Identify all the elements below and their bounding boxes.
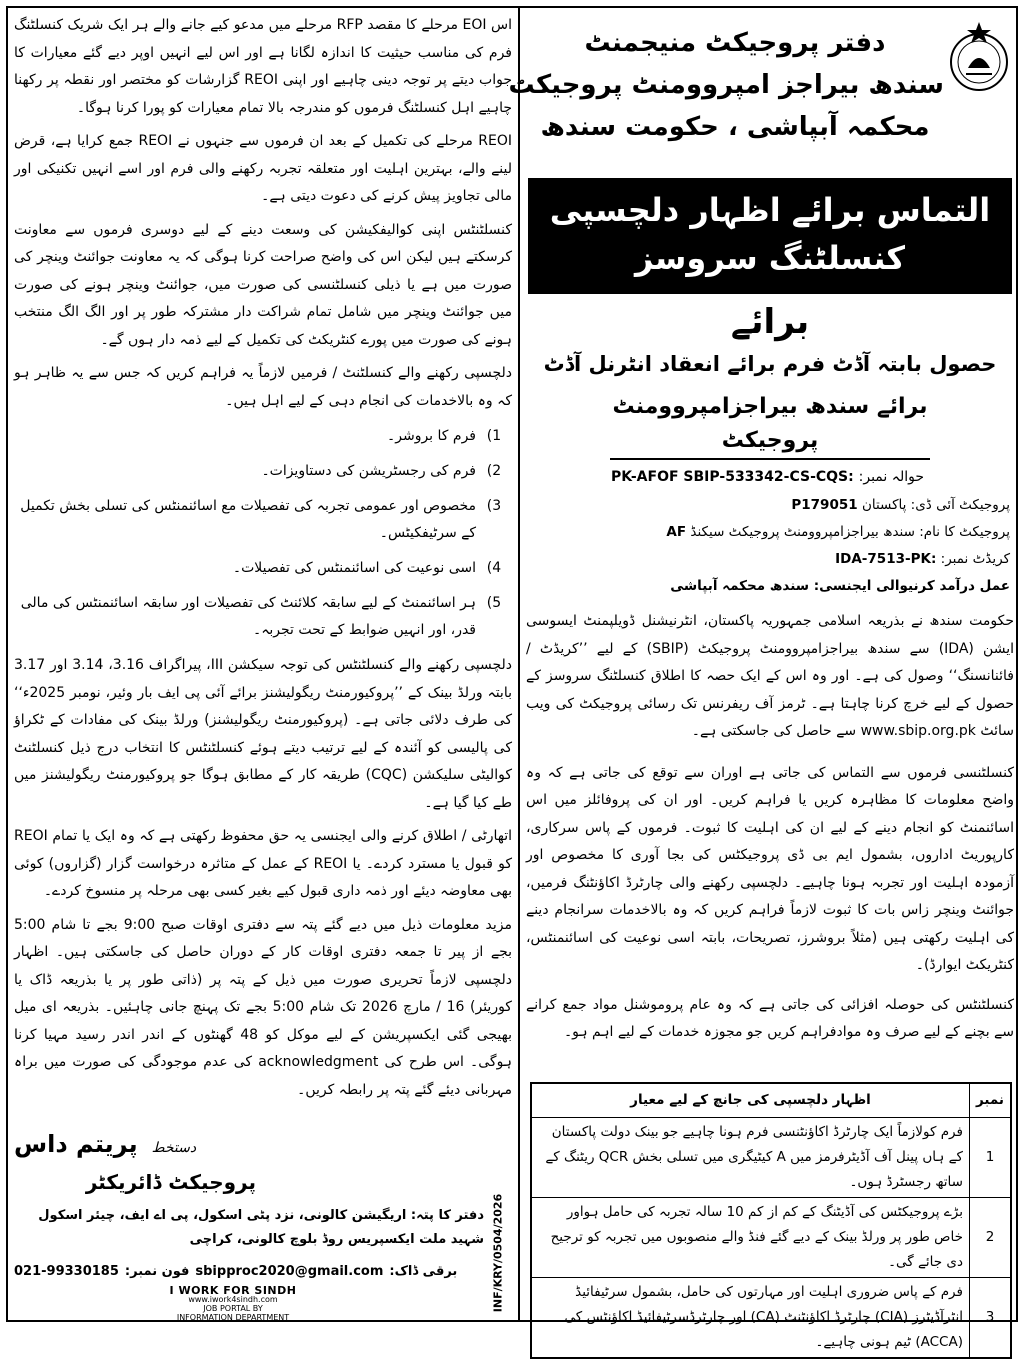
left-column (14, 12, 512, 1318)
promotional-material-paragraph: کنسلٹنٹس کی حوصلہ افزائی کی جاتی ہے کہ وہ عام پروموشنل مواد جمع کرانے سے بچنے کے لیے صرف وہ موادفراہم کریں جو مجوزہ خدمات کے لیے اہم ہو۔ (526, 996, 1014, 1040)
reference-number: حوالہ نمبر: PK-AFOF SBIP-533342-CS-CQS: (610, 469, 924, 485)
table-row: 2 بڑے پروجیکٹس کی آڈیٹنگ کے کم از کم 10 سالہ تجربہ کی حامل ہواور خاص طور پر ورلڈ بینک کے دیے گئے فنڈ والے منصوبوں میں تجربہ کو ترجیح دی جائے گی۔ (532, 1198, 1011, 1278)
criteria-column-header: اظہار دلچسپی کی جانچ کے لیے معیار (532, 1084, 970, 1118)
column-divider (518, 8, 520, 1320)
phone-number: 021-99330185 (14, 1264, 119, 1279)
requirements-paragraph: کنسلٹنسی فرموں سے التماس کی جاتی ہے اوران سے توقع کی جاتی ہے کہ وہ واضح معلومات کا مظاہرہ کریں یا فراہم کریں۔ اور ان کی پروفائلز میں اس اسائنمنٹ کو انجام دینے کے لیے ان کی اہلیت کا ثبوت۔ فرموں کے پاس سرکاری، کارپوریٹ اداروں، بشمول ایم بی ڈی پروجیکٹس کی بجا آوری کا مخصوص اور آزمودہ اہلیت اور تجربہ ہونا چاہیے۔ دلچسپی رکھنے والی چارٹرڈ اکاؤنٹنگ فرمیں، جوائنٹ وینچر زاس بات کا ثبوت لازماً فراہم کریں کہ وہ بالاخدمات سرانجام دینے کی اہلیت رکھتی ہیں (مثلاً بروشرز، تصریحات، بابتہ اسی نوعیت کی اسائنمنٹس، کنٹریکٹ ایوارڈ)۔ (526, 764, 1014, 973)
project-id-row: پروجیکٹ آئی ڈی: پاکستان P179051 (791, 497, 1010, 513)
documents-list (14, 423, 512, 644)
list-item: 5) ہر اسائنمنٹ کے لیے سابقہ کلائنٹ کی تفصیلات اور سابقہ اسائنمنٹس کی مالی قدر، اور انہیں ضوابط کے تحت تجربہ۔ (20, 595, 502, 638)
project-title: سندھ بیراجز امپروومنٹ پروجیکٹ (508, 70, 944, 100)
signatory-name: پریتم داس (14, 1130, 138, 1158)
table-row: 3 فرم کے پاس ضروری اہلیت اور مہارتوں کی حامل، بشمول سرٹیفائیڈ انٹرآڈیٹرز (CIA) چارٹرڈ اکاؤنٹنٹ (CA) اور چارٹرڈسرٹیفائیڈ اکاؤنٹس کی (ACCA) ٹیم ہونی چاہیے۔ (532, 1278, 1011, 1358)
department-title: محکمہ آبپاشی ، حکومت سندھ (540, 112, 930, 142)
publication-code: INF/KRY/0504/2026 (491, 1193, 505, 1313)
purpose-heading: حصول بابتہ آڈٹ فرم برائے انعقاد انٹرنل آڈٹ (543, 352, 997, 376)
rights-reserved-paragraph: اتھارٹی / اطلاق کرنے والی ایجنسی یہ حق محفوظ رکھتی ہے کہ وہ ایک یا تمام REOI کو قبول یا مسترد کردے۔ یا REOI کے عمل کے متاثرہ درخواست گزار (گزاروں) کوئی بھی معاوضہ دیئے اور ذمہ داری قبول کیے بغیر کسی بھی مرحلہ پر منسوخ کردے۔ (14, 828, 512, 899)
footer-portal-line1: JOB PORTAL BY (203, 1304, 263, 1313)
advertisement-page (6, 6, 1018, 1350)
iwork4sindh-logo (158, 1286, 308, 1320)
implementing-agency-row: عمل درآمد کرنیوالی ایجنسی: سندھ محکمہ آبپاشی (670, 578, 1010, 594)
email-address[interactable]: sbipproc2020@gmail.com (195, 1264, 384, 1279)
title-banner (528, 178, 1012, 294)
eligibility-paragraph: دلچسپی رکھنے والے کنسلٹنٹ / فرمیں لازماً یہ فراہم کریں کہ جس سے یہ ظاہر ہو کہ وہ بالاخدمات کی انجام دہی کے لیے اہل ہیں۔ (14, 365, 512, 409)
procurement-regulations-paragraph: دلچسپی رکھنے والے کنسلٹنٹس کی توجہ سیکشن III، پیراگراف 3.16، 3.14 اور 3.17 بابتہ ورلڈ بینک کے ’’پروکیورمنٹ ریگولیشنز برائے آئی پی ایف بار وئیر، نومبر 2025ء‘‘ کی طرف دلائی جاتی ہے۔ (پروکیورمنٹ ریگولیشنز) ورلڈ بینک کی مفادات کے ٹکراؤ کی پالیسی کو آئندہ کے لیے ترتیب دیتے ہوئے کنسلٹنٹس کا انتخاب درج ذیل کنسلٹنٹ کوالیٹی سلیکشن (CQC) طریقہ کار کے مطابق ہوگا جو پروکیورمنٹ ریگولیشنز میں طے کیا گیا ہے۔ (14, 657, 513, 811)
signature-block (14, 1130, 484, 1279)
for-heading: برائے (730, 302, 810, 342)
list-item: 2) فرم کی رجسٹریشن کی دستاویزات۔ (261, 463, 502, 479)
phone-label: فون نمبر: (124, 1264, 190, 1279)
criteria-table (530, 1082, 1012, 1359)
list-item: 1) فرم کا بروشر۔ (387, 428, 502, 444)
joint-venture-paragraph: کنسلٹنٹس اپنی کوالیفکیشن کی وسعت دینے کے لیے دوسری فرموں سے معاونت کرسکتے ہیں لیکن اس کی واضح صراحت کرنا ہوگی کہ یہ معاونت جوائنٹ وینچر کی صورت میں ہے یا ذیلی کنسلٹنسی کی صورت میں، جوائنٹ وینچر ہونے کی صورت میں جوائنٹ وینچر میں شامل تمام شراکت دار مشترکہ طور پر اور الگ الگ منتخب ہونے کی صورت میں پورے کنٹریکٹ کی تکمیل کے لیے ذمہ دار ہوں گے۔ (14, 221, 512, 348)
right-column (508, 12, 1014, 1350)
criteria-header-row (532, 1084, 1011, 1118)
reoi-completion-paragraph: REOI مرحلے کی تکمیل کے بعد ان فرموں سے جنہوں نے REOI جمع کرایا ہے، قرض لینے والے، بہترین اہلیت اور متعلقہ تجربہ رکھنے والی فرم اور اسے انہیں تکنیکی اور مالی تجاویز پیش کرنے کی دعوت دیتی ہے۔ (14, 133, 512, 204)
contact-line (14, 1264, 484, 1279)
footer-site: www.iwork4sindh.com (188, 1295, 278, 1304)
office-title: دفتر پروجیکٹ منیجمنٹ (584, 28, 886, 58)
office-address: دفتر کا پتہ: اریگیشن کالونی، نزد پٹی اسکول، پی اے ایف، چیئر اسکول شہید ملت ایکسپریس روڈ بلوچ کالونی، کراچی (38, 1208, 484, 1247)
banner-title: التماس برائے اظہار دلچسپی (549, 191, 991, 229)
header (508, 12, 1014, 172)
number-column-header: نمبر (969, 1084, 1010, 1118)
signed-label: دستخط (151, 1140, 197, 1156)
sindh-government-logo-icon (946, 18, 1012, 100)
project-heading: برائے سندھ بیراجزامپروومنٹ پروجیکٹ (610, 390, 930, 460)
list-item: 4) اسی نوعیت کی اسائنمنٹس کی تفصیلات۔ (232, 560, 502, 576)
list-item: 3) مخصوص اور عمومی تجربہ کی تفصیلات مع اسائنمنٹس کی تسلی بخش تکمیل کے سرٹیفکیٹس۔ (20, 498, 502, 541)
credit-number-row: کریڈٹ نمبر: IDA-7513-PK: (835, 551, 1010, 567)
footer-brand: I WORK FOR SINDH (169, 1284, 297, 1297)
funding-paragraph: حکومت سندھ نے بذریعہ اسلامی جمہوریہ پاکستان، انٹرنیشنل ڈویلپمنٹ ایسوسی ایشن (IDA) سے سندھ بیراجزامپروومنٹ پروجیکٹ (SBIP) کے لیے ’’کریڈٹ / فائنانسنگ‘‘ وصول کی ہے۔ اور وہ اس کے ایک حصہ کا اطلاق کنسلٹنگ سروسز کے حصول کے لیے خرچ کرنا چاہتا ہے۔ ٹرمز آف ریفرنس تک رسائی پروجیکٹ کی ویب سائٹ www.sbip.org.pk سے حاصل کی جاسکتی ہے۔ (526, 613, 1014, 739)
signatory-title: پروجیکٹ ڈائریکٹر (85, 1170, 256, 1194)
table-row: 1 فرم کولازماً ایک چارٹرڈ اکاؤنٹنسی فرم ہونا چاہیے جو بینک دولت پاکستان کے ہاں پینل آف آڈیٹرفرمز میں A کیٹیگری میں تسلی بخش QCR ریٹنگ کے ساتھ رجسٹرڈ ہوں۔ (532, 1118, 1011, 1198)
project-info (526, 492, 1014, 600)
submission-details-paragraph: مزید معلومات ذیل میں دیے گئے پتہ سے دفتری اوقات صبح 9:00 بجے تا شام 5:00 بجے از پیر تا جمعہ دفتری اوقات کار کے دوران حاصل کی جاسکتی ہیں۔ اظہار دلچسپی لازماً تحریری صورت میں ذیل کے پتہ پر (ذاتی طور پر یا بذریعہ ڈاک یا کوریئر) 16 / مارچ 2026 تک شام 5:00 بجے تک پہنچ جانی چاہئیں۔ بذریعہ ای میل بھیجی گئی ایکسپریشن کے لیے موکل کو 48 گھنٹوں کے اندر اندر رسید مہیا کرنا ہوگی۔ اس طرح کی acknowledgment کی عدم موجودگی کی صورت میں براہ مہربانی دیئے گئے پتہ پر رابطہ کریں۔ (14, 916, 513, 1098)
banner-subtitle: کنسلٹنگ سروسز (635, 239, 905, 277)
footer-portal-line2: INFORMATION DEPARTMENT (176, 1313, 290, 1322)
project-name-row: پروجیکٹ کا نام: سندھ بیراجزامپروومنٹ پروجیکٹ سیکنڈ AF (666, 524, 1010, 540)
eoi-purpose-paragraph: اس EOI مرحلے کا مقصد RFP مرحلے میں مدعو کیے جانے والے ہر ایک شریک کنسلٹنگ فرم کی مناسب حیثیت کا اندازہ لگانا ہے اور اس لیے انہیں اوپر دیے گئے معیارات کا جواب دیتے پر توجہ دینی چاہیے اور اپنی REOI گزارشات کو مختصر اور نقطہ پر رکھنا چاہیے اہل کنسلٹنگ فرموں کو مندرجہ بالا تمام معیارات کو پورا کرنا ہوگا۔ (14, 17, 512, 116)
email-label: برقی ڈاک: (389, 1264, 458, 1279)
